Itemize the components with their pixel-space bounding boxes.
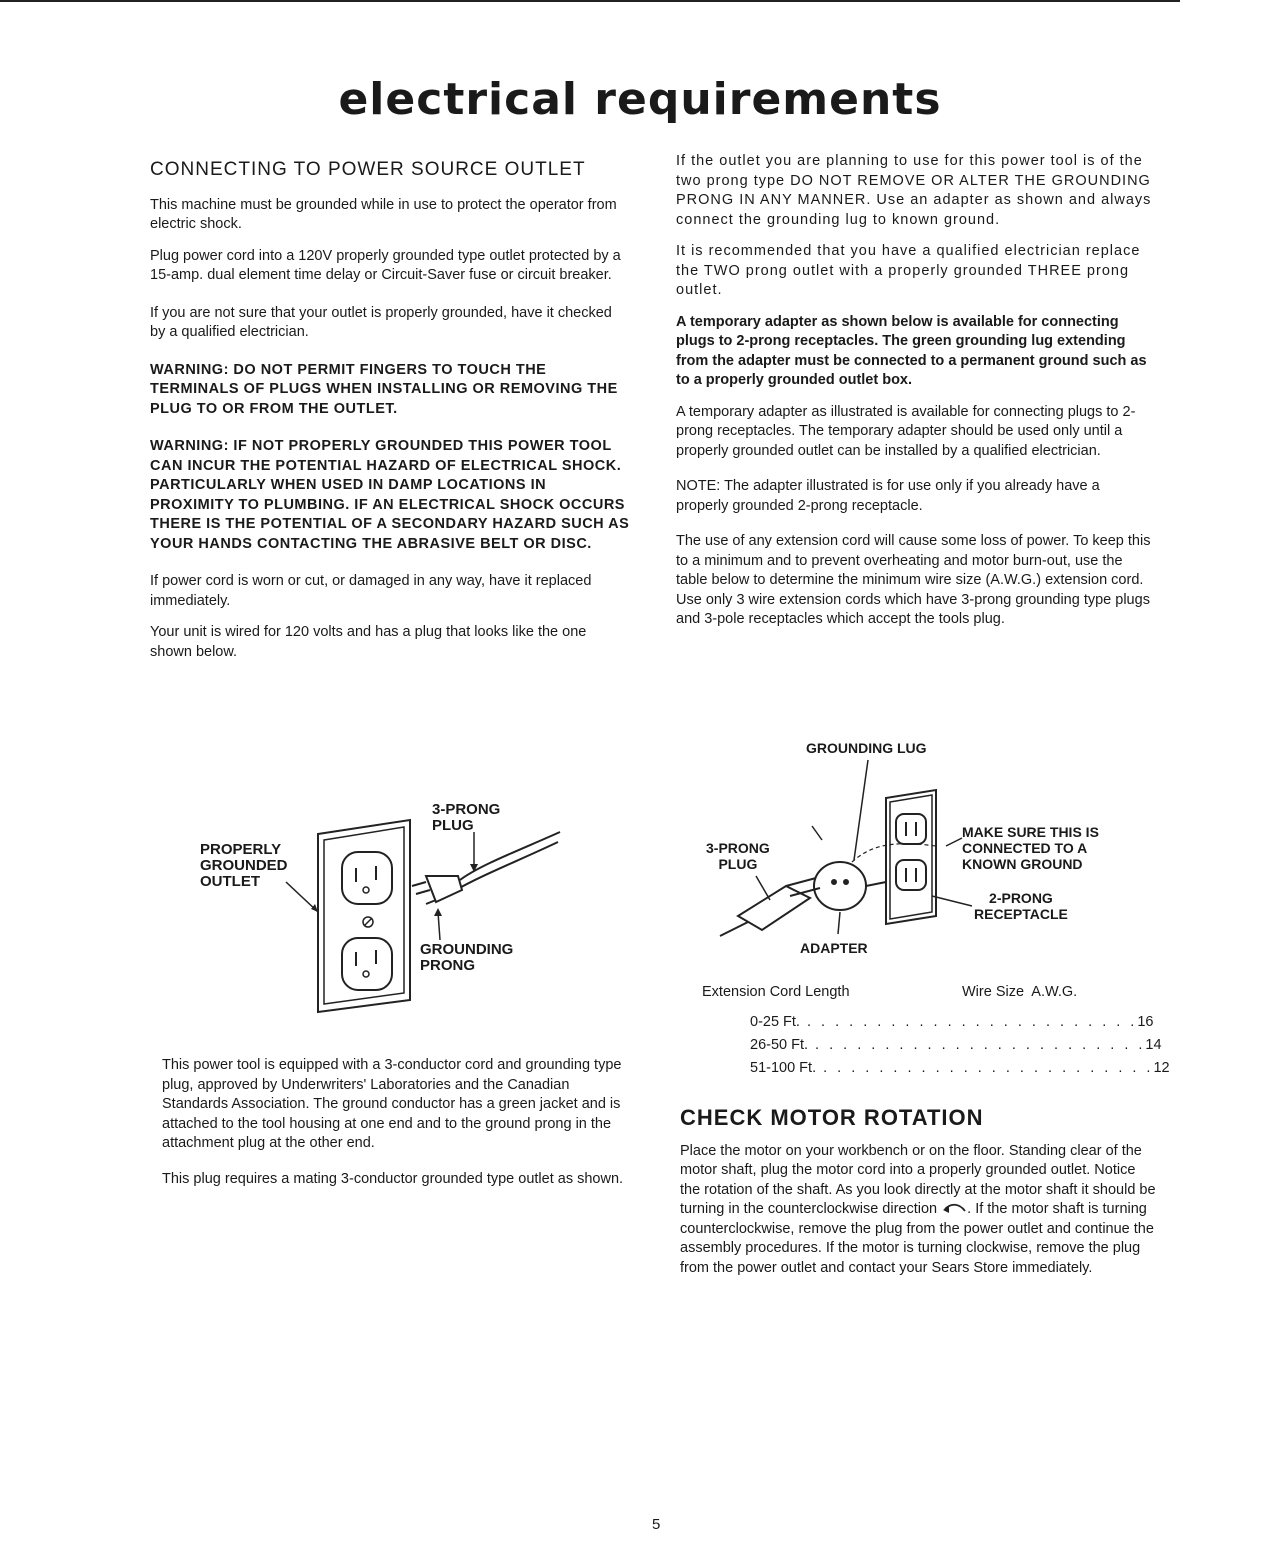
paragraph-note-adapter: NOTE: The adapter illustrated is for use only if you already have a properly grounded 2-prong receptacle. xyxy=(676,478,1100,514)
paragraph-mating-outlet: This plug requires a mating 3-conductor grounded type outlet as shown. xyxy=(162,1170,624,1187)
table-row xyxy=(750,1037,1162,1053)
paragraph-power-cord-worn: If power cord is worn or cut, or damaged in any way, have it replaced immediately. xyxy=(150,573,592,609)
paragraph-wired-120v: Your unit is wired for 120 volts and has a plug that looks like the one shown below. xyxy=(150,624,587,660)
wire-size: 14 xyxy=(1145,1037,1162,1053)
paragraph-motor-rotation: Place the motor on your workbench or on the floor. Standing clear of the motor shaft, plug the motor cord into a properly grounded outlet. Notice the rotation of the shaft. As you look directly at the motor shaft it should be turning in the counterclockwise direction . If the motor shaft is turning counterclockwise, remove the plug from the power outlet and continue the assembly procedures. If the motor is turning clockwise, remove the plug from the power outlet and contact your Sears Store immediately. xyxy=(680,1142,1156,1276)
paragraph-temporary-adapter-illustrated: A temporary adapter as illustrated is available for connecting plugs to 2-prong receptacles. The temporary adapter should be used only until a properly grounded outlet can be installed by a qualified electrician. xyxy=(676,403,1136,459)
label-2-prong-receptacle: 2-PRONG RECEPTACLE xyxy=(974,890,1068,922)
label-make-sure-ground: MAKE SURE THIS IS CONNECTED TO A KNOWN GROUND xyxy=(962,824,1099,872)
paragraph-temporary-adapter-available: A temporary adapter as shown below is available for connecting plugs to 2-prong receptacles. The green grounding lug extending from the adapter must be connected to a permanent ground such as to a properly grounded outlet box. xyxy=(676,313,1147,388)
wire-size: 16 xyxy=(1137,1014,1154,1030)
wire-size: 12 xyxy=(1153,1060,1170,1076)
left-column xyxy=(150,160,630,674)
paragraph-extension-cord: The use of any extension cord will cause some loss of power. To keep this to a minimum and to prevent overheating and motor burn-out, use the table below to determine the minimum wire size (A.W.G.) extension cord. Use only 3 wire extension cords which have 3-prong grounding type plugs and 3-pole receptacles which accept the tools plug. xyxy=(676,533,1151,627)
paragraph-not-sure: If you are not sure that your outlet is properly grounded, have it checked by a qualified electrician. xyxy=(150,304,612,340)
cord-length: 51-100 Ft. xyxy=(750,1060,817,1076)
figure-grounded-outlet xyxy=(190,790,590,1020)
label-3-prong-plug: 3-PRONG PLUG xyxy=(432,801,501,834)
table-row xyxy=(750,1014,1154,1030)
page-title: electrical requirements xyxy=(338,74,942,125)
warning-grounding: WARNING: IF NOT PROPERLY GROUNDED THIS POWER TOOL CAN INCUR THE POTENTIAL HAZARD OF ELECTRICAL SHOCK. PARTICULARLY WHEN USED IN DAMP LOCATIONS IN PROXIMITY TO PLUMBING. IF AN ELECTRICAL SHOCK OCCURS THERE IS THE POTENTIAL OF A SECONDARY HAZARD SUCH AS YOUR HANDS CONTACTING THE ABRASIVE BELT OR DISC. xyxy=(150,438,630,552)
paragraph-recommended-electrician: It is recommended that you have a qualified electrician replace the TWO prong outlet with a properly grounded THREE prong outlet. xyxy=(676,243,1141,298)
page-number: 5 xyxy=(652,1516,661,1533)
label-grounding-lug: GROUNDING LUG xyxy=(806,740,927,756)
outlet-plug-illustration xyxy=(190,790,590,1020)
dot-leader: . . . . . . . . . . . . . . . . . . . . . . . . xyxy=(816,1060,1154,1076)
table-row xyxy=(750,1060,1170,1076)
cord-length: 0-25 Ft. xyxy=(750,1014,800,1030)
paragraph-two-prong-outlet: If the outlet you are planning to use for this power tool is of the two prong type DO NOT REMOVE OR ALTER THE GROUNDING PRONG IN ANY MANNER. Use an adapter as shown and always connect the grounding lug to known ground. xyxy=(676,153,1152,228)
paragraph-3-conductor-cord: This power tool is equipped with a 3-conductor cord and grounding type plug, approved by Underwriters' Laboratories and the Canadian Standards Association. The ground conductor has a green jacket and is attached to the tool housing at one end and to the ground prong in the attachment plug at the other end. xyxy=(162,1057,622,1151)
check-motor-rotation-section xyxy=(680,1105,1156,1290)
dot-leader: . . . . . . . . . . . . . . . . . . . . . . . . xyxy=(808,1037,1146,1053)
table-header-wire-size: Wire Size A.W.G. xyxy=(962,984,1078,1000)
figure-adapter xyxy=(690,736,1160,966)
section-heading-check-motor: CHECK MOTOR ROTATION xyxy=(680,1105,984,1130)
warning-fingers: WARNING: DO NOT PERMIT FINGERS TO TOUCH THE TERMINALS OF PLUGS WHEN INSTALLING OR REMOVING THE PLUG TO OR FROM THE OUTLET. xyxy=(150,361,618,417)
paragraph-grounded: This machine must be grounded while in use to protect the operator from electric shock. xyxy=(150,196,617,232)
label-properly-grounded-outlet: PROPERLY GROUNDED OUTLET xyxy=(200,841,288,890)
counterclockwise-arrow-icon xyxy=(941,1203,967,1215)
cord-length: 26-50 Ft. xyxy=(750,1037,809,1053)
label-adapter: ADAPTER xyxy=(800,940,868,956)
label-3-prong-plug-adapter: 3-PRONG PLUG xyxy=(706,840,770,872)
lower-left-text xyxy=(162,1056,636,1201)
section-heading-connecting: CONNECTING TO POWER SOURCE OUTLET xyxy=(150,159,586,180)
dot-leader: . . . . . . . . . . . . . . . . . . . . . . . . xyxy=(799,1014,1138,1030)
right-column xyxy=(676,152,1152,642)
table-header-length: Extension Cord Length xyxy=(702,984,850,1000)
label-grounding-prong: GROUNDING PRONG xyxy=(420,941,514,974)
paragraph-plug-power-cord: Plug power cord into a 120V properly grounded type outlet protected by a 15-amp. dual element time delay or Circuit-Saver fuse or circuit breaker. xyxy=(150,247,621,283)
top-rule xyxy=(0,0,1180,2)
